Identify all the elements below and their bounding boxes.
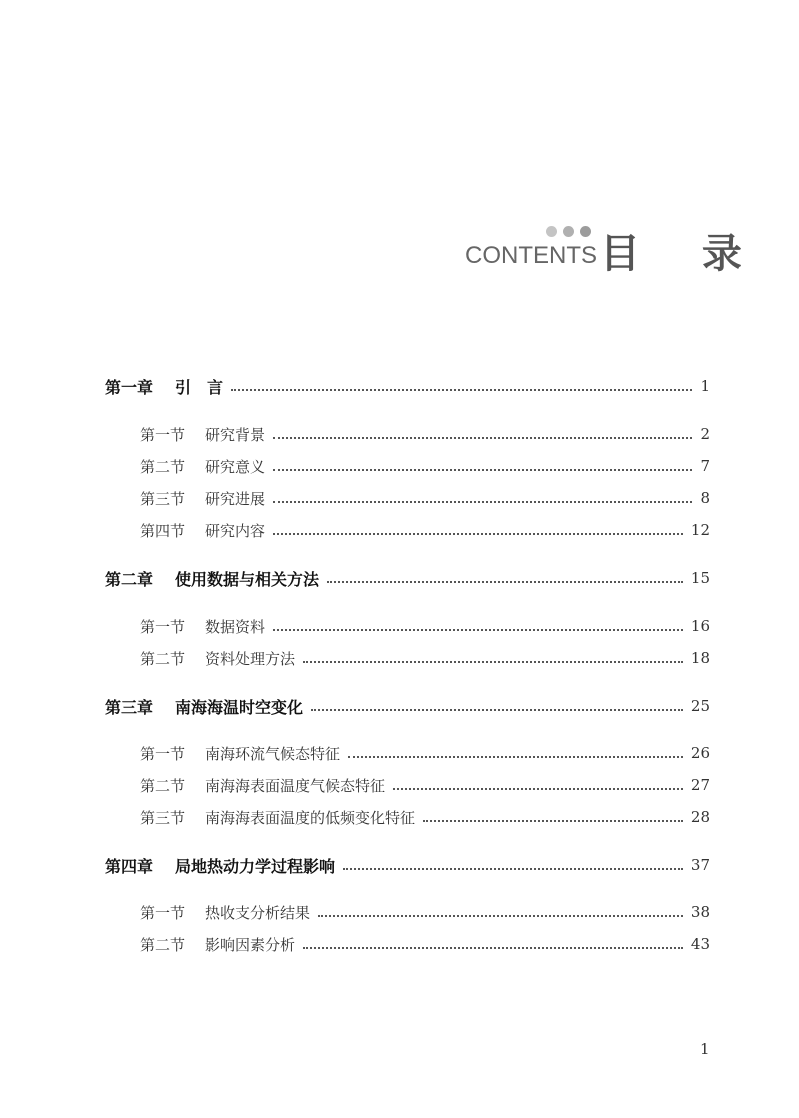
- toc-entry-label: [140, 616, 265, 637]
- section-number: 第一节: [140, 425, 186, 444]
- toc-page-number: 8: [700, 489, 710, 507]
- chapter-number: 第四章: [105, 856, 154, 876]
- toc-entry-label: [140, 807, 415, 828]
- toc-page-number: 26: [690, 744, 710, 762]
- toc-section-row[interactable]: [140, 614, 710, 638]
- decorative-dots: [546, 226, 591, 237]
- toc-section-row[interactable]: [140, 741, 710, 765]
- dot-leader: [423, 820, 683, 822]
- toc-page-number: 16: [690, 617, 710, 635]
- section-title: 研究进展: [205, 489, 266, 508]
- section-title: 研究内容: [205, 521, 266, 540]
- section-title: 热收支分析结果: [205, 903, 311, 922]
- section-number: 第一节: [140, 903, 186, 922]
- toc-page-number: 18: [690, 649, 710, 667]
- chapter-number: 第三章: [105, 697, 154, 717]
- toc-entry-label: [140, 648, 295, 669]
- toc-page-number: 1: [700, 377, 710, 395]
- dot-icon: [563, 226, 574, 237]
- chapter-number: 第一章: [105, 377, 154, 397]
- dot-leader: [273, 533, 683, 535]
- dot-leader: [273, 469, 692, 471]
- dot-leader: [303, 661, 683, 663]
- toc-entry-label: [140, 424, 265, 445]
- dot-leader: [318, 915, 683, 917]
- chapter-title: 南海海温时空变化: [175, 697, 304, 717]
- toc-entry-label: [140, 488, 265, 509]
- toc-entry-label: [140, 934, 295, 955]
- dot-leader: [231, 389, 692, 391]
- toc-chapter-row[interactable]: [105, 566, 710, 590]
- toc-section-row[interactable]: [140, 518, 710, 542]
- toc-page-number: 38: [690, 903, 710, 921]
- toc-section-row[interactable]: [140, 646, 710, 670]
- chapter-title: 使用数据与相关方法: [175, 569, 320, 589]
- dot-leader: [273, 501, 692, 503]
- dot-leader: [311, 709, 683, 711]
- contents-label: CONTENTS: [465, 242, 597, 269]
- page-number: 1: [700, 1040, 710, 1058]
- dot-icon: [546, 226, 557, 237]
- toc-page-number: 12: [690, 521, 710, 539]
- toc-page-number: 27: [690, 776, 710, 794]
- dot-leader: [327, 581, 683, 583]
- toc-entry-label: [105, 854, 335, 877]
- chapter-title: 引 言: [175, 377, 224, 397]
- toc-entry-label: [105, 567, 319, 590]
- dot-leader: [343, 868, 683, 870]
- toc-entry-label: [140, 775, 385, 796]
- toc-section-row[interactable]: [140, 900, 710, 924]
- toc-section-row[interactable]: [140, 454, 710, 478]
- section-number: 第二节: [140, 935, 186, 954]
- section-number: 第二节: [140, 649, 186, 668]
- toc-chapter-row[interactable]: [105, 694, 710, 718]
- dot-leader: [348, 756, 683, 758]
- section-number: 第三节: [140, 808, 186, 827]
- toc-page-number: 43: [690, 935, 710, 953]
- toc-section-row[interactable]: [140, 932, 710, 956]
- toc-chapter-row[interactable]: [105, 374, 710, 398]
- dot-leader: [393, 788, 683, 790]
- dot-leader: [273, 437, 692, 439]
- section-title: 研究背景: [205, 425, 266, 444]
- section-number: 第一节: [140, 617, 186, 636]
- section-title: 影响因素分析: [205, 935, 296, 954]
- toc-page-number: 25: [690, 697, 710, 715]
- toc-section-row[interactable]: [140, 773, 710, 797]
- chapter-title: 局地热动力学过程影响: [175, 856, 336, 876]
- section-title: 南海环流气候态特征: [205, 744, 341, 763]
- toc-entry-label: [140, 520, 265, 541]
- section-number: 第一节: [140, 744, 186, 763]
- toc-entry-label: [105, 695, 303, 718]
- toc-section-row[interactable]: [140, 486, 710, 510]
- dot-leader: [303, 947, 683, 949]
- section-title: 南海海表面温度气候态特征: [205, 776, 386, 795]
- section-title: 研究意义: [205, 457, 266, 476]
- section-number: 第四节: [140, 521, 186, 540]
- page-title: 目 录: [600, 231, 766, 277]
- section-title: 资料处理方法: [205, 649, 296, 668]
- section-title: 数据资料: [205, 617, 266, 636]
- section-number: 第二节: [140, 776, 186, 795]
- toc-entry-label: [140, 456, 265, 477]
- toc-page-number: 37: [690, 856, 710, 874]
- section-title: 南海海表面温度的低频变化特征: [205, 808, 416, 827]
- toc-entry-label: [140, 743, 340, 764]
- dot-leader: [273, 629, 683, 631]
- toc-entry-label: [105, 375, 223, 398]
- toc-entry-label: [140, 902, 310, 923]
- toc-page-number: 2: [700, 425, 710, 443]
- chapter-number: 第二章: [105, 569, 154, 589]
- toc-section-row[interactable]: [140, 422, 710, 446]
- dot-icon: [580, 226, 591, 237]
- toc-page-number: 7: [700, 457, 710, 475]
- toc-page-number: 15: [690, 569, 710, 587]
- contents-header: [0, 0, 799, 300]
- section-number: 第二节: [140, 457, 186, 476]
- toc-page-number: 28: [690, 808, 710, 826]
- toc-section-row[interactable]: [140, 805, 710, 829]
- section-number: 第三节: [140, 489, 186, 508]
- toc-chapter-row[interactable]: [105, 853, 710, 877]
